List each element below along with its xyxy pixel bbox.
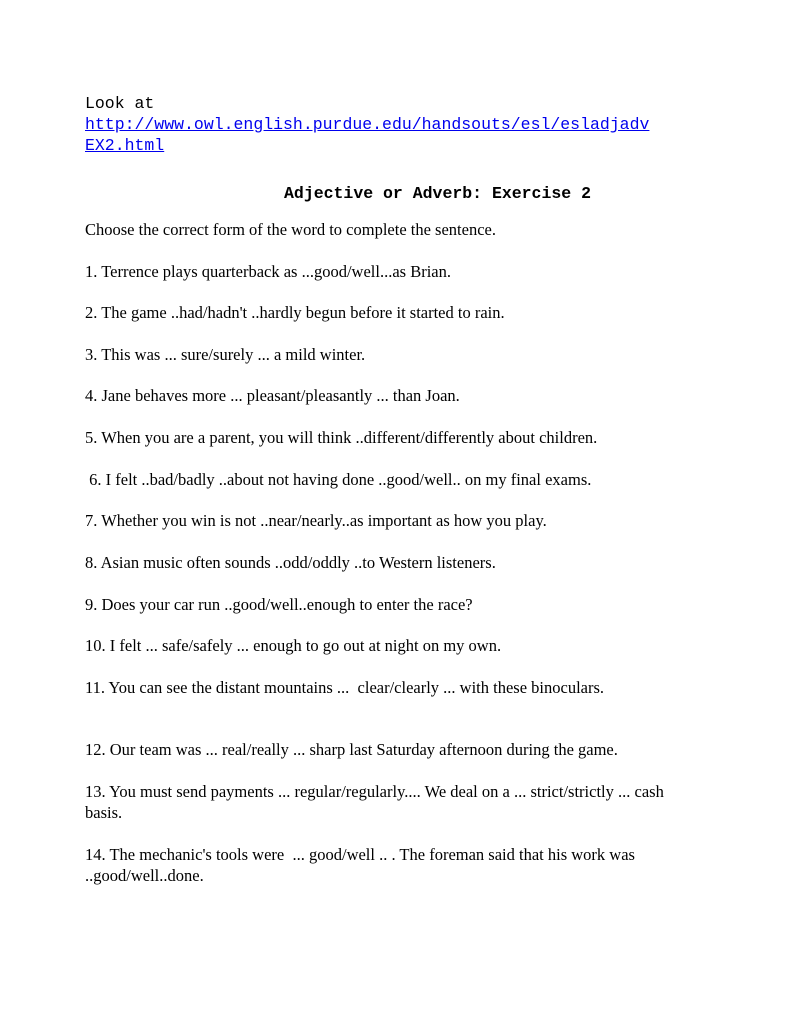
question-item: 14. The mechanic's tools were ... good/well .. . The foreman said that his work was ..good/well..done. [85, 845, 640, 885]
question-item: 8. Asian music often sounds ..odd/oddly ..to Western listeners. [85, 553, 496, 572]
question-item: 4. Jane behaves more ... pleasant/pleasantly ... than Joan. [85, 386, 460, 405]
question-item: 1. Terrence plays quarterback as ...good/well...as Brian. [85, 262, 451, 281]
question-item: 6. I felt ..bad/badly ..about not having done ..good/well.. on my final exams. [85, 470, 592, 489]
question-item: 11. You can see the distant mountains ... clear/clearly ... with these binoculars. [85, 678, 605, 697]
question-item: 12. Our team was ... real/really ... sharp last Saturday afternoon during the game. [85, 740, 618, 759]
look-at-label: Look at [85, 94, 155, 113]
exercise-url-link-line1[interactable]: http://www.owl.english.purdue.edu/handsouts/esl/esladjadv [85, 115, 650, 134]
question-item: 10. I felt ... safe/safely ... enough to go out at night on my own. [85, 636, 502, 655]
question-item: 5. When you are a parent, you will think ..different/differently about children. [85, 428, 598, 447]
page-title: Adjective or Adverb: Exercise 2 [284, 184, 591, 203]
question-item: 13. You must send payments ... regular/regularly.... We deal on a ... strict/strictly ... cash basis. [85, 782, 668, 822]
question-item: 7. Whether you win is not ..near/nearly..as important as how you play. [85, 511, 547, 530]
question-item: 3. This was ... sure/surely ... a mild winter. [85, 345, 366, 364]
instructions-text: Choose the correct form of the word to complete the sentence. [85, 220, 496, 239]
exercise-url-link-line2[interactable]: EX2.html [85, 136, 165, 155]
question-item: 2. The game ..had/hadn't ..hardly begun before it started to rain. [85, 303, 505, 322]
intro-block [85, 93, 725, 156]
question-item: 9. Does your car run ..good/well..enough to enter the race? [85, 595, 473, 614]
